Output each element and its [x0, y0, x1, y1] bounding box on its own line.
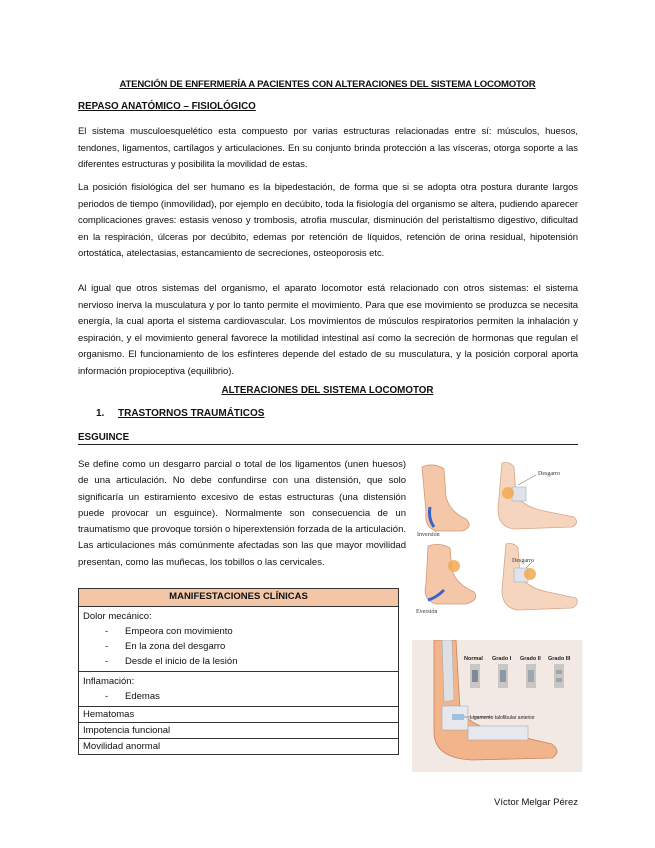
- list-item-text: Edemas: [125, 691, 160, 702]
- list-item: - Edemas: [105, 691, 160, 702]
- list-item: - En la zona del desgarro: [105, 641, 226, 652]
- table-row: Hematomas: [79, 707, 399, 723]
- list-item: - Empeora con movimiento: [105, 626, 233, 637]
- grade-label: Grado II: [520, 656, 541, 662]
- grade-label: Grado III: [548, 656, 571, 662]
- section-heading-alterations: ALTERACIONES DEL SISTEMA LOCOMOTOR: [221, 385, 434, 396]
- list-item-text: Desde el inicio de la lesión: [125, 656, 238, 667]
- heading-text: TRASTORNOS TRAUMÁTICOS: [118, 408, 265, 419]
- subheading-esguince: ESGUINCE: [78, 432, 578, 445]
- list-item-text: En la zona del desgarro: [125, 641, 226, 652]
- table-row: [79, 607, 399, 672]
- numbered-heading: [96, 408, 264, 419]
- clinical-manifestations-table: [78, 588, 399, 755]
- paragraph-3: Al igual que otros sistemas del organismo, el aparato locomotor está relacionado con otros sistemas: el sistema nervioso inerva la musculatura y por lo tanto permite el movimiento. Para que ese movimiento se produzca se necesita energía, la cual aporta el sistema cardiovascular. Los movimientos de músculos respiratorios permiten la inhalación y espiración, y el movimiento general favorece la motilidad intestinal así como la secreción de hormonas que regulan el organismo. El funcionamiento de los esfínteres depende del estado de su musculatura, y la posición corporal aporta información propioceptiva (equilibrio).: [78, 283, 578, 377]
- grade-label: Normal: [464, 656, 483, 662]
- ligament-label: Ligamento talofibular anterior: [470, 715, 535, 721]
- table-row: [79, 672, 399, 707]
- table-header: MANIFESTACIONES CLÍNICAS: [79, 589, 399, 607]
- list-item-text: Empeora con movimiento: [125, 626, 233, 637]
- list-item: - Desde el inicio de la lesión: [105, 656, 238, 667]
- figure-label: Desgarro: [512, 558, 534, 564]
- figure-label: Eversión: [416, 609, 438, 615]
- footer-author: Víctor Melgar Pérez: [494, 797, 578, 808]
- eversion-sprain-illustration: [414, 540, 582, 620]
- section-heading-anatomy: REPASO ANATÓMICO – FISIOLÓGICO: [78, 101, 256, 112]
- figure-label: Desgarro: [538, 471, 560, 477]
- table-row: Impotencia funcional: [79, 723, 399, 739]
- inversion-sprain-illustration: [414, 457, 582, 540]
- heading-number: 1.: [96, 408, 105, 419]
- sprain-grades-illustration: [412, 640, 582, 772]
- grade-label: Grado I: [492, 656, 512, 662]
- document-title: ATENCIÓN DE ENFERMERÍA A PACIENTES CON ALTERACIONES DEL SISTEMA LOCOMOTOR: [119, 79, 536, 90]
- inflamacion-label: Inflamación:: [83, 676, 135, 687]
- esguince-paragraph: Se define como un desgarro parcial o total de los ligamentos (unen huesos) de una articulación. No debe confundirse con una distensión, que solo significaría un estiramiento excesivo de estas estructuras (una distensión puede provocar un esguince). Normalmente son consecuencia de un traumatismo que provoque torsión o hiperextensión forzada de la articulación. Las articulaciones más comúnmente afectadas son las que mayor movilidad presentan, como las muñecas, los tobillos o las cervicales.: [78, 459, 406, 568]
- dolor-label: Dolor mecánico:: [83, 611, 152, 622]
- figure-label: Inversión: [417, 532, 440, 538]
- paragraph-2: La posición fisiológica del ser humano es la bipedestación, de forma que si se adopta otra postura durante largos periodos de tiempo (inmovilidad), por ejemplo en decúbito, toda la fisiología del organismo se altera, pudiendo aparecer complicaciones graves: estasis venoso y trombosis, atrofia muscular, disminución del peristaltismo digestivo, dificultad en la respiración, úlceras por decúbito, edemas por retención de líquidos, retención de orina residual, hipotensión ortostática, atelectasias, estancamiento de secreciones, osteoporosis etc.: [78, 182, 578, 259]
- paragraph-1: El sistema musculoesquelético esta compuesto por varias estructuras relacionadas entre sí: músculos, huesos, tendones, ligamentos, cartílagos y articulaciones. En su conjunto brinda protección a las vísceras, otorga soporte a las diferentes estructuras y posibilita la movilidad de estas.: [78, 126, 578, 170]
- table-row: Movilidad anormal: [79, 739, 399, 755]
